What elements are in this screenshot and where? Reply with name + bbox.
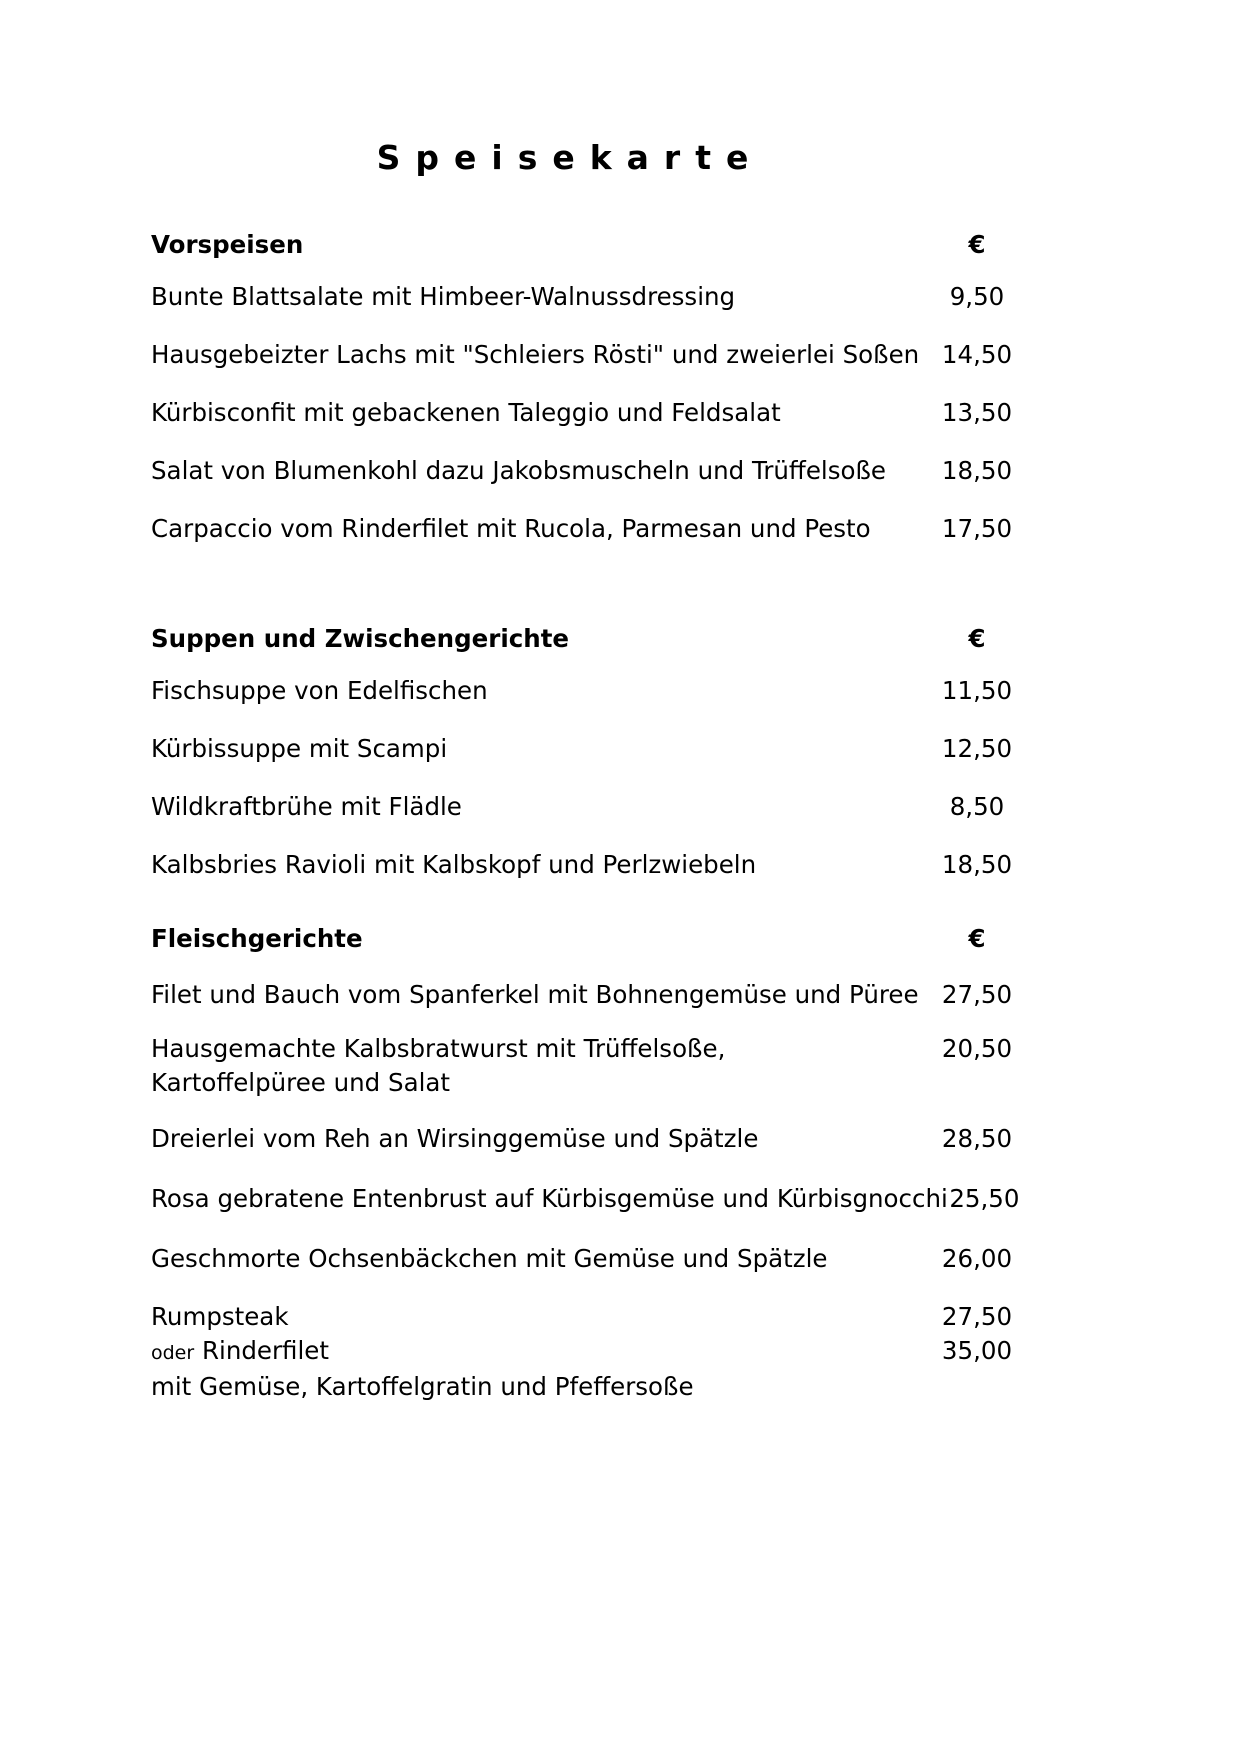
section-heading: Fleischgerichte [151, 924, 363, 953]
item-price: 17,50 [941, 514, 1013, 543]
item-price: 9,50 [949, 282, 1005, 311]
item-name: Carpaccio vom Rinderfilet mit Rucola, Parmesan und Pesto [151, 514, 871, 543]
item-name: Kürbissuppe mit Scampi [151, 734, 448, 763]
menu-item [151, 978, 1021, 1012]
item-price: 28,50 [941, 1124, 1013, 1153]
currency-symbol: € [968, 924, 986, 953]
item-name: Wildkraftbrühe mit Flädle [151, 792, 462, 821]
menu-item [151, 280, 1021, 314]
menu-item [151, 1122, 1021, 1156]
item-name: Rosa gebratene Entenbrust auf Kürbisgemüse und Kürbisgnocchi [151, 1184, 948, 1213]
item-name: Dreierlei vom Reh an Wirsinggemüse und Spätzle [151, 1124, 759, 1153]
item-price: 25,50 [949, 1184, 1020, 1213]
item-name: Hausgemachte Kalbsbratwurst mit Trüffelsoße, [151, 1034, 726, 1063]
item-name-block [151, 1300, 694, 1404]
item-name: Bunte Blattsalate mit Himbeer-Walnussdressing [151, 282, 736, 311]
item-name: Rumpsteak [151, 1302, 289, 1331]
menu-item [151, 1182, 1021, 1216]
item-name: Kürbisconfit mit gebackenen Taleggio und Feldsalat [151, 398, 781, 427]
item-price-block [933, 1300, 1021, 1368]
menu-item [151, 338, 1021, 372]
item-price: 13,50 [941, 398, 1013, 427]
item-price: 18,50 [941, 850, 1013, 879]
menu-item [151, 848, 1021, 882]
menu-item [151, 396, 1021, 430]
item-price: 27,50 [941, 1302, 1013, 1331]
item-price: 18,50 [941, 456, 1013, 485]
menu-item [151, 1242, 1021, 1276]
page-title: Speisekarte [376, 138, 764, 177]
alt-name: Rinderfilet [201, 1336, 329, 1365]
item-name-line3: mit Gemüse, Kartoffelgratin und Pfeffersoße [151, 1372, 694, 1401]
section-vorspeisen [151, 228, 1021, 546]
currency-symbol: € [968, 624, 986, 653]
item-price: 27,50 [941, 980, 1013, 1009]
item-name: Hausgebeizter Lachs mit "Schleiers Rösti" und zweierlei Soßen [151, 340, 920, 369]
section-header [151, 922, 1021, 956]
menu-item [151, 790, 1021, 824]
item-name: Filet und Bauch vom Spanferkel mit Bohnengemüse und Püree [151, 980, 919, 1009]
item-price: 12,50 [941, 734, 1013, 763]
alt-price: 35,00 [941, 1336, 1013, 1365]
section-heading: Suppen und Zwischengerichte [151, 624, 570, 653]
menu-item [151, 1032, 1021, 1100]
menu-item [151, 454, 1021, 488]
item-name: Geschmorte Ochsenbäckchen mit Gemüse und Spätzle [151, 1244, 828, 1273]
section-header [151, 228, 1021, 262]
menu-item [151, 674, 1021, 708]
section-fleischgerichte [151, 922, 1021, 1404]
item-name: Fischsuppe von Edelfischen [151, 676, 488, 705]
item-name: Salat von Blumenkohl dazu Jakobsmuscheln und Trüffelsoße [151, 456, 886, 485]
section-header [151, 622, 1021, 656]
menu-item [151, 1300, 1021, 1404]
section-heading: Vorspeisen [151, 230, 304, 259]
item-name: Kalbsbries Ravioli mit Kalbskopf und Perlzwiebeln [151, 850, 757, 879]
section-suppen [151, 622, 1021, 882]
item-price: 20,50 [941, 1034, 1013, 1063]
item-price: 26,00 [941, 1244, 1013, 1273]
menu-item [151, 512, 1021, 546]
item-name-line2: Kartoffelpüree und Salat [151, 1068, 451, 1097]
item-alt-line [151, 1334, 694, 1370]
item-price: 11,50 [941, 676, 1013, 705]
alt-prefix: oder [151, 1342, 195, 1364]
currency-symbol: € [968, 230, 986, 259]
item-price: 8,50 [949, 792, 1005, 821]
menu-item [151, 732, 1021, 766]
item-name-block [151, 1032, 725, 1100]
item-price: 14,50 [941, 340, 1013, 369]
